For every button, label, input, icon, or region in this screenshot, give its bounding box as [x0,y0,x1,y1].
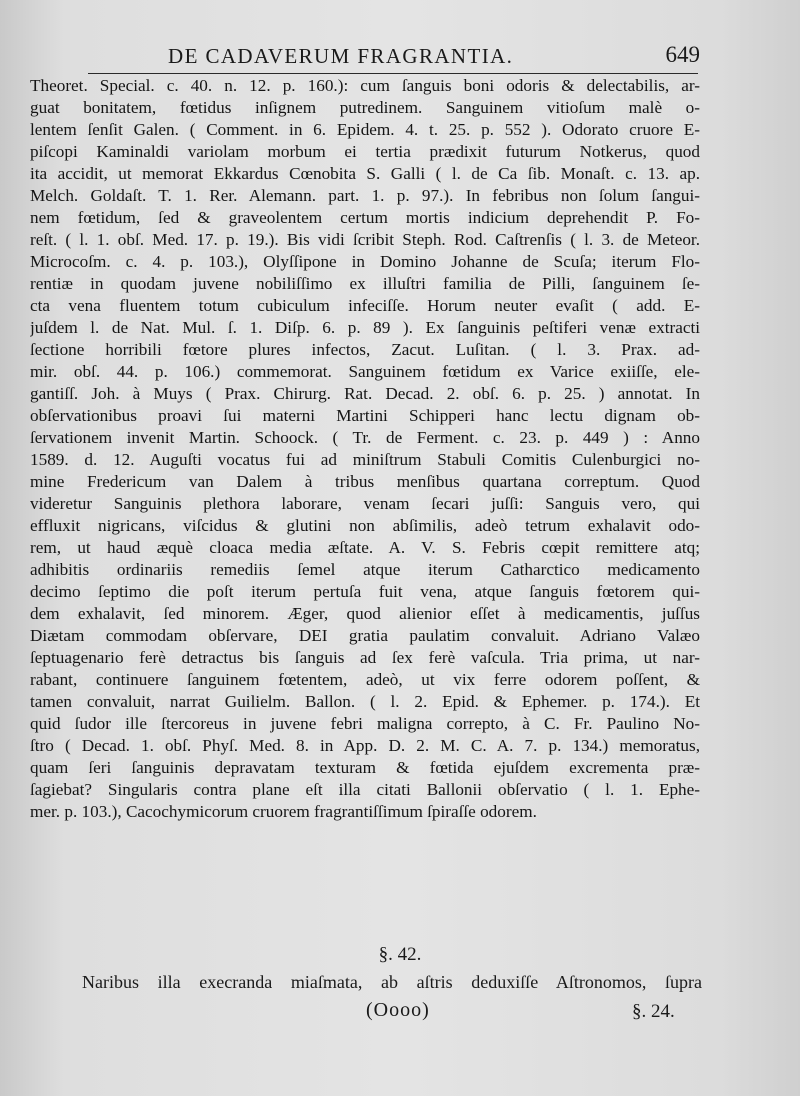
text-line: juſdem l. de Nat. Mul. ſ. 1. Diſp. 6. p. 89 ). Ex ſanguinis peſtiferi venæ extracti [30,318,700,337]
text-line: adhibitis ordinariis remediis ſemel atque iterum Catharctico medicamento [30,560,700,579]
catchword: §. 24. [632,1001,675,1022]
body-paragraph [30,75,700,823]
text-line: ſervationem invenit Martin. Schoock. ( Tr. de Ferment. c. 23. p. 449 ) : Anno [30,428,700,447]
text-line: quam ſeri ſanguinis depravatam texturam & fœtida ejuſdem excrementa præ- [30,758,700,777]
signature-mark: (Oooo) [366,999,430,1021]
text-line: piſcopi Kaminaldi variolam morbum ei tertia prædixit futurum Notkerus, quod [30,142,700,161]
text-line: decimo ſeptimo die poſt iterum pertuſa fuit vena, atque ſanguis fœtorem qui- [30,582,700,601]
running-title: DE CADAVERUM FRAGRANTIA. [168,44,514,68]
text-line: ſeptuagenario ferè detractus bis ſanguis ad ſex ferè vaſcula. Tria prima, ut nar- [30,648,700,667]
text-line: Microcoſm. c. 4. p. 103.), Olyſſipone in Domino Johanne de Scuſa; iterum Flo- [30,252,700,271]
text-line: cta vena fluentem totum cubiculum infeciſſe. Horum neuter evaſit ( add. E- [30,296,700,315]
text-line: mine Fredericum van Dalem à tribus menſibus quartana correptum. Quod [30,472,700,491]
text-line: rem, ut haud æquè cloaca media æſtate. A. V. S. Febris cœpit remittere atq; [30,538,700,557]
text-line: Theoret. Special. c. 40. n. 12. p. 160.): cum ſanguis boni odoris & delectabilis, ar- [30,76,700,95]
text-line: effluxit nigricans, viſcidus & glutini non abſimilis, adeò tetrum exhalavit odo- [30,516,700,535]
text-line: gantiſſ. Joh. à Muys ( Prax. Chirurg. Rat. Decad. 2. obſ. 6. p. 25. ) annotat. In [30,384,700,403]
text-line: mer. p. 103.), Cacochymicorum cruorem fragrantiſſimum ſpiraſſe odorem. [30,802,537,821]
text-line: obſervationibus proavi ſui materni Martini Schipperi hanc lectu dignam ob- [30,406,700,425]
text-line: ſtro ( Decad. 1. obſ. Phyſ. Med. 8. in App. D. 2. M. C. A. 7. p. 134.) memoratus, [30,736,700,755]
text-line: quid ſudor ille ſtercoreus in juvene febri maligna correpto, à C. Fr. Paulino No- [30,714,700,733]
text-line: ſectione horribili fœtore plures infectos, Zacut. Luſitan. ( l. 3. Prax. ad- [30,340,700,359]
text-line: lentem ſenſit Galen. ( Comment. in 6. Epidem. 4. t. 25. p. 552 ). Odorato cruore E- [30,120,700,139]
page-header [140,44,700,74]
text-line: mir. obſ. 44. p. 106.) commemorat. Sanguinem fœtidum ex Varice exiiſſe, ele- [30,362,700,381]
text-line: guat bonitatem, fœtidus inſignem putredinem. Sanguinem vitioſum malè o- [30,98,700,117]
text-line: reſt. ( l. 1. obſ. Med. 17. p. 19.). Bis vidi ſcribit Steph. Rod. Caſtrenſis ( l. 3. de Meteor. [30,230,700,249]
closing-line: Naribus illa execranda miaſmata, ab aſtris deduxiſſe Aſtronomos, ſupra [82,972,702,992]
text-line: dem exhalavit, ſed minorem. Æger, quod alienior eſſet à medicamentis, juſſus [30,604,700,623]
section-mark: §. 42. [378,944,422,965]
text-line: 1589. d. 12. Auguſti vocatus fui ad miniſtrum Stabuli Comitis Culenburgici no- [30,450,700,469]
text-line: rentiæ in quodam juvene nobiliſſimo ex illuſtri familia de Pilli, ſanguinem ſe- [30,274,700,293]
text-line: Melch. Goldaſt. T. 1. Rer. Alemann. part. 1. p. 97.). In febribus non ſolum ſangui- [30,186,700,205]
text-line: tamen convaluit, narrat Guilielm. Ballon. ( l. 2. Epid. & Ephemer. p. 174.). Et [30,692,700,711]
page-number: 649 [665,42,700,67]
text-line: rabant, continuere ſanguinem fœtentem, adeò, ut vix ferre odorem poſſent, & [30,670,700,689]
text-line: videretur Sanguinis plethora laborare, venam ſecari juſſi: Sanguis vero, qui [30,494,700,513]
text-line: nem fœtidum, ſed & graveolentem certum mortis indicium deprehendit P. Fo- [30,208,700,227]
text-line: Diætam commodam obſervare, DEI gratia paulatim convaluit. Adriano Valæo [30,626,700,645]
text-line: ſagiebat? Singularis contra plane eſt illa citati Ballonii obſervatio ( l. 1. Ephe- [30,780,700,799]
text-line: ita accidit, ut memorat Ekkardus Cœnobita S. Galli ( l. de Ca ſib. Monaſt. c. 13. ap. [30,164,700,183]
header-rule [88,73,698,74]
